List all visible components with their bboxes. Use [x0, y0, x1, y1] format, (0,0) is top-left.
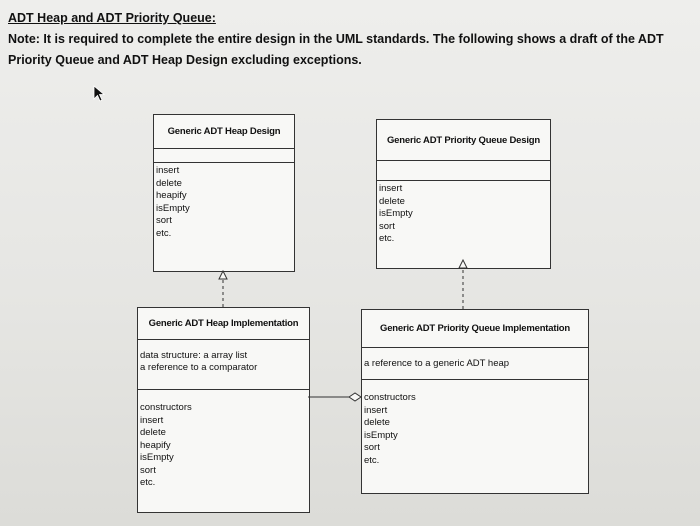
operation-item: etc. — [364, 454, 380, 466]
operation-item: etc. — [379, 233, 395, 244]
realization-arrowhead-pq — [459, 260, 467, 268]
operation-item: isEmpty — [379, 208, 413, 219]
operation-item: isEmpty — [156, 202, 190, 214]
operation-item: sort — [364, 442, 380, 453]
page-title: ADT Heap and ADT Priority Queue: — [8, 11, 216, 25]
operation-item: sort — [140, 464, 156, 476]
operation-item: etc. — [156, 227, 172, 239]
attribute-item: data structure: a array list — [140, 350, 248, 361]
operation-item: delete — [379, 195, 405, 207]
class-name: Generic ADT Heap Implementation — [138, 308, 309, 340]
operation-item: isEmpty — [364, 429, 398, 441]
class-name: Generic ADT Heap Design — [154, 115, 294, 149]
aggregation-diamond — [349, 393, 361, 401]
realization-arrowhead-heap — [219, 271, 227, 279]
attribute-item: a reference to a generic ADT heap — [364, 358, 510, 369]
operation-item: delete — [156, 177, 182, 189]
operation-item: heapify — [140, 439, 171, 451]
class-name: Generic ADT Priority Queue Design — [377, 120, 550, 161]
operation-item: heapify — [156, 190, 187, 201]
class-name: Generic ADT Priority Queue Implementation — [362, 310, 588, 348]
operation-item: sort — [156, 215, 172, 226]
operation-item: delete — [140, 427, 166, 438]
note-label: Note: — [8, 32, 40, 46]
operation-item: insert — [364, 404, 388, 416]
operation-item: insert — [140, 414, 164, 426]
operation-item: delete — [364, 417, 390, 428]
operation-item: insert — [379, 183, 403, 194]
attribute-item: a reference to a comparator — [140, 361, 258, 373]
operation-item: constructors — [364, 392, 416, 403]
operation-item: constructors — [140, 402, 192, 413]
operation-item: isEmpty — [140, 452, 174, 463]
operation-item: insert — [156, 165, 180, 176]
operation-item: sort — [379, 220, 395, 232]
operation-item: etc. — [140, 477, 156, 488]
note-text: It is required to complete the entire design in the UML standards. The following shows a draft of the ADT Priority Queue and ADT Heap Design excluding exceptions. — [8, 32, 664, 67]
